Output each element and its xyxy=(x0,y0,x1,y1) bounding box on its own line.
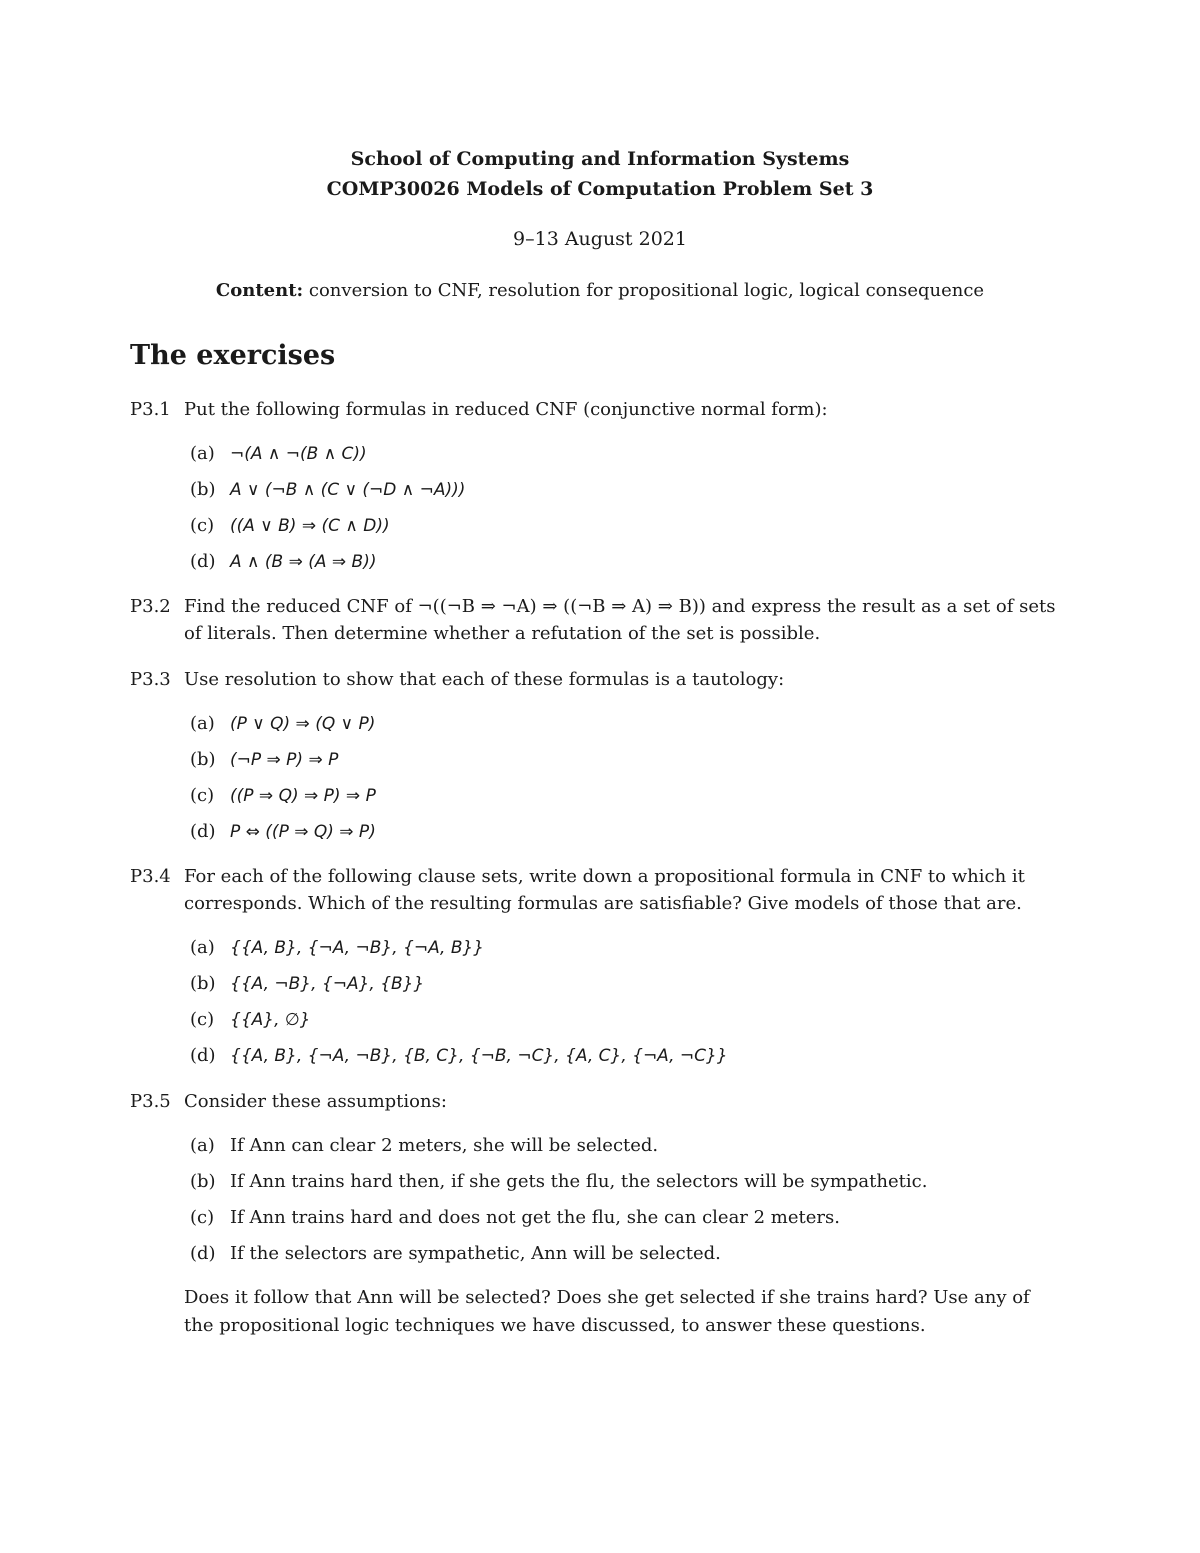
list-item xyxy=(190,1205,1060,1241)
item-label: (b) xyxy=(190,749,216,770)
problem-p3-4-items xyxy=(190,935,1060,1079)
formula: ((P ⇒ Q) ⇒ P) ⇒ P xyxy=(230,786,376,806)
formula: ((A ∨ B) ⇒ (C ∧ D)) xyxy=(230,516,390,536)
clause-set: {{A}, ∅} xyxy=(230,1010,311,1030)
item-label: (b) xyxy=(190,1171,216,1192)
list-item xyxy=(190,1169,1060,1205)
assumption-text: If the selectors are sympathetic, Ann will be selected. xyxy=(230,1243,721,1264)
school-name: School of Computing and Information Systems xyxy=(350,148,850,170)
item-label: (d) xyxy=(190,821,216,842)
content-line xyxy=(0,280,1200,301)
list-item xyxy=(190,1241,1060,1277)
item-label: (d) xyxy=(190,551,216,572)
problem-text: Put the following formulas in reduced CNF (conjunctive normal form): xyxy=(184,399,828,420)
item-label: (d) xyxy=(190,1045,216,1066)
problem-p3-1 xyxy=(130,396,1060,423)
problem-number: P3.2 xyxy=(130,596,171,617)
problem-p3-3 xyxy=(130,666,1060,693)
item-label: (c) xyxy=(190,1207,215,1228)
problem-p3-2 xyxy=(130,593,1060,647)
formula: (¬P ⇒ P) ⇒ P xyxy=(230,750,339,770)
list-item xyxy=(190,1043,1060,1079)
list-item xyxy=(190,747,1060,783)
problem-text: Use resolution to show that each of these formulas is a tautology: xyxy=(184,669,785,690)
list-item xyxy=(190,711,1060,747)
list-item xyxy=(190,441,1060,477)
item-label: (b) xyxy=(190,973,216,994)
content-text: conversion to CNF, resolution for propositional logic, logical consequence xyxy=(308,280,985,301)
list-item xyxy=(190,819,1060,855)
item-label: (a) xyxy=(190,713,215,734)
content-label: Content: xyxy=(215,280,304,301)
item-label: (c) xyxy=(190,785,215,806)
list-item xyxy=(190,1007,1060,1043)
course-title: COMP30026 Models of Computation Problem Set 3 xyxy=(326,178,874,200)
formula: (P ∨ Q) ⇒ (Q ∨ P) xyxy=(230,714,376,734)
problem-p3-4 xyxy=(130,863,1060,917)
item-label: (c) xyxy=(190,1009,215,1030)
formula: ¬(A ∧ ¬(B ∧ C)) xyxy=(230,444,367,464)
item-label: (a) xyxy=(190,937,215,958)
list-item xyxy=(190,935,1060,971)
assumption-text: If Ann can clear 2 meters, she will be selected. xyxy=(230,1135,659,1156)
assumption-text: If Ann trains hard then, if she gets the flu, the selectors will be sympathetic. xyxy=(230,1171,928,1192)
item-label: (a) xyxy=(190,443,215,464)
problem-number: P3.5 xyxy=(130,1091,171,1112)
formula: P ⇔ ((P ⇒ Q) ⇒ P) xyxy=(230,822,376,842)
problem-number: P3.4 xyxy=(130,866,171,887)
problem-p3-3-items xyxy=(190,711,1060,855)
formula: A ∧ (B ⇒ (A ⇒ B)) xyxy=(230,552,377,572)
closing-questions: Does it follow that Ann will be selected? Does she get selected if she trains hard? Use any of the propositional logic techniques we have discussed, to answer these questions. xyxy=(184,1287,1030,1336)
problem-p3-1-items xyxy=(190,441,1060,585)
item-label: (b) xyxy=(190,479,216,500)
list-item xyxy=(190,783,1060,819)
list-item xyxy=(190,1133,1060,1169)
list-item xyxy=(190,477,1060,513)
problem-p3-5-items xyxy=(190,1133,1060,1277)
problem-text: For each of the following clause sets, write down a propositional formula in CNF to which it corresponds. Which of the resulting formulas are satisfiable? Give models of those that are. xyxy=(184,866,1025,914)
clause-set: {{A, B}, {¬A, ¬B}, {¬A, B}} xyxy=(230,938,485,958)
problem-text: Consider these assumptions: xyxy=(184,1091,447,1112)
problem-set-date: 9–13 August 2021 xyxy=(513,228,687,250)
item-label: (c) xyxy=(190,515,215,536)
list-item xyxy=(190,971,1060,1007)
list-item xyxy=(190,549,1060,585)
assumption-text: If Ann trains hard and does not get the flu, she can clear 2 meters. xyxy=(230,1207,840,1228)
problem-p3-5 xyxy=(130,1088,1060,1115)
formula: A ∨ (¬B ∧ (C ∨ (¬D ∧ ¬A))) xyxy=(230,480,466,500)
clause-set: {{A, B}, {¬A, ¬B}, {B, C}, {¬B, ¬C}, {A, C}, {¬A, ¬C}} xyxy=(230,1046,728,1066)
problem-number: P3.1 xyxy=(130,399,171,420)
item-label: (a) xyxy=(190,1135,215,1156)
list-item xyxy=(190,513,1060,549)
problem-number: P3.3 xyxy=(130,669,171,690)
item-label: (d) xyxy=(190,1243,216,1264)
section-title: The exercises xyxy=(130,340,336,371)
problem-text: Find the reduced CNF of ¬((¬B ⇒ ¬A) ⇒ ((¬B ⇒ A) ⇒ B)) and express the result as a set of sets of literals. Then determine whether a refutation of the set is possible. xyxy=(184,596,1056,644)
clause-set: {{A, ¬B}, {¬A}, {B}} xyxy=(230,974,425,994)
